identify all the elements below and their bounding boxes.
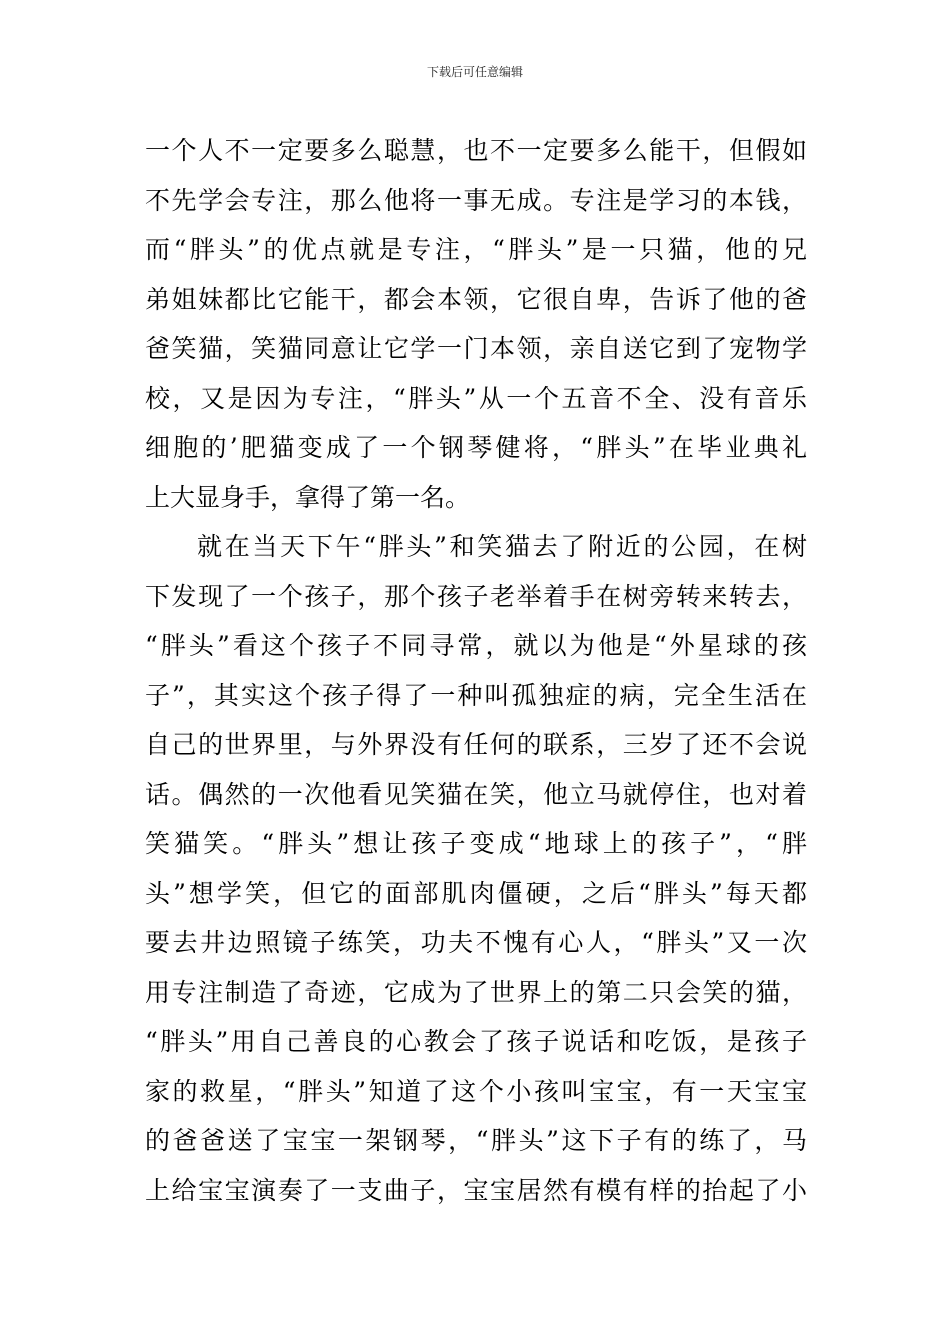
text-line: 就在当天下午“胖头”和笑猫去了附近的公园，在树 [197,532,807,561]
text-line: 头”想学笑，但它的面部肌肉僵硬，之后“胖头”每天都 [145,878,807,908]
text-line: 一个人不一定要多么聪慧，也不一定要多么能干，但假如 [145,136,807,165]
text-line: 不先学会专注，那么他将一事无成。专注是学习的本钱， [145,185,807,215]
body-text [145,126,807,1215]
text-line: 上给宝宝演奏了一支曲子，宝宝居然有模有样的抬起了小 [145,1175,807,1205]
text-line: 的爸爸送了宝宝一架钢琴，“胖头”这下子有的练了，马 [145,1126,807,1155]
page-header: 下载后可任意编辑 [426,65,523,79]
text-line: 用专注制造了奇迹，它成为了世界上的第二只会笑的猫， [145,977,807,1007]
text-line: 下发现了一个孩子，那个孩子老举着手在树旁转来转去， [145,581,807,611]
text-line: “胖头”看这个孩子不同寻常，就以为他是“外星球的孩 [145,631,807,660]
text-line: 笑猫笑。“胖头”想让孩子变成“地球上的孩子”，“胖 [145,829,807,858]
text-line: 细胞的’肥猫变成了一个钢琴健将，“胖头”在毕业典礼 [145,433,807,462]
text-line: 家的救星，“胖头”知道了这个小孩叫宝宝，有一天宝宝 [145,1076,807,1106]
text-line: 话。偶然的一次他看见笑猫在笑，他立马就停住，也对着 [145,779,807,809]
text-line: 子”，其实这个孩子得了一种叫孤独症的病，完全生活在 [145,680,807,710]
paragraph-1 [145,126,807,522]
text-line: 弟姐妹都比它能干，都会本领，它很自卑，告诉了他的爸 [145,284,807,314]
text-line: 爸笑猫，笑猫同意让它学一门本领，亲自送它到了宠物学 [145,334,807,363]
text-line: 而“胖头”的优点就是专注，“胖头”是一只猫，他的兄 [145,235,807,264]
text-line: 要去井边照镜子练笑，功夫不愧有心人，“胖头”又一次 [145,928,807,957]
paragraph-2 [145,522,807,1215]
text-line: “胖头”用自己善良的心教会了孩子说话和吃饭，是孩子 [145,1027,807,1056]
text-line: 校，又是因为专注，“胖头”从一个五音不全、没有音乐 [145,383,807,413]
text-line: 自己的世界里，与外界没有任何的联系，三岁了还不会说 [145,730,807,759]
text-line: 上大显身手，拿得了第一名。 [145,482,471,512]
